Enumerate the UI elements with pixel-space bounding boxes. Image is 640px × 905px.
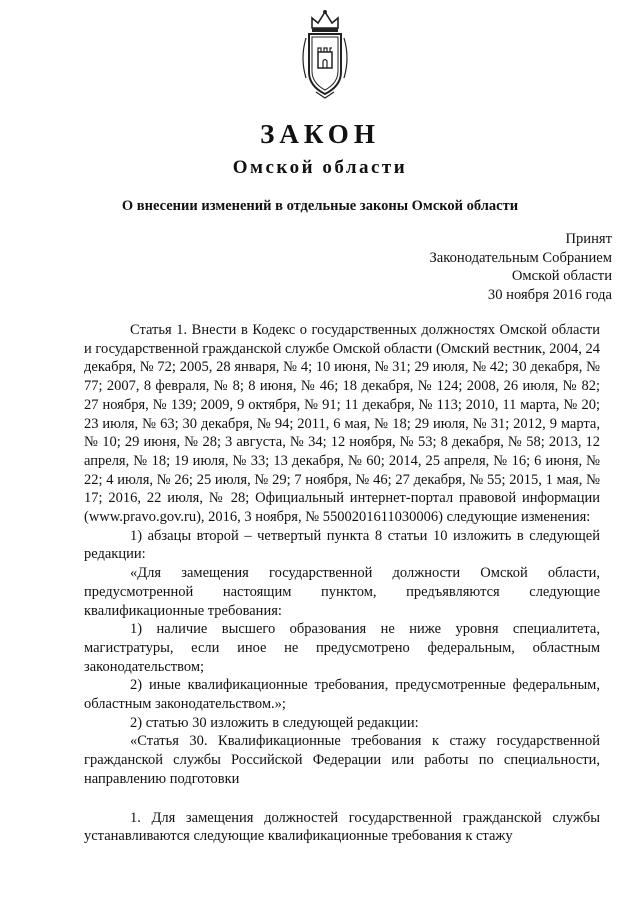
amendment-text: «Для замещения государственной должности Омской области, предусмотренной настоящим пунктом, предъявляются следующие квалификационные требования: <box>84 565 600 619</box>
law-subject: О внесении изменений в отдельные законы Омской области <box>121 198 519 214</box>
adoption-date: 30 ноября 2016 года <box>487 286 612 303</box>
region-name: Омской области <box>232 157 408 178</box>
article-1-paragraph: Статья 1. Внести в Кодекс о государственных должностях Омской области и государственной гражданской службе Омской области (Омский вестник, 2004, 24 декабря, № 72; 2005, 28 января, № 4; 10 июня, № 31; 29 июля, № 42; 30 декабря, № 77; 2007, 8 февраля, № 8; 8 июня, № 46; 18 декабря, № 124; 2008, 26 июля, № 82; 27 ноября, № 139; 2009, 9 октября, № 91; 11 декабря, № 113; 2010, 11 марта, № 20; 23 июля, № 63; 30 декабря, № 94; 2011, 6 мая, № 18; 29 июля, № 31; 2012, 9 марта, № 10; 29 июня, № 28; 3 августа, № 34; 12 ноября, № 53; 8 декабря, № 58; 2013, 12 апреля, № 18; 19 июля, № 33; 13 декабря, № 60; 2014, 25 апреля, № 16; 6 июня, № 22; 4 июля, № 26; 25 июля, № 29; 7 ноября, № 46; 27 декабря, № 55; 2015, 1 мая, № 17; 2016, 22 июля, № 28; Официальный интернет-портал правовой информации (www.pravo.gov.ru), 2016, 3 ноября, № 5500201611030006) следующие изменения: <box>84 322 600 526</box>
amendment-text: 2) иные квалификационные требования, предусмотренные федеральным, областным законодательством.»; <box>84 677 600 713</box>
article-30-point-1: 1. Для замещения должностей государственной гражданской службы устанавливаются следующие квалификационные требования к стажу <box>84 809 600 845</box>
omsk-coat-of-arms-icon <box>294 8 356 102</box>
amendment-item: 2) статью 30 изложить в следующей редакции: <box>130 714 419 731</box>
amendment-item: 1) абзацы второй – четвертый пункта 8 статьи 10 изложить в следующей редакции: <box>84 527 600 563</box>
adoption-line: Омской области <box>511 268 612 284</box>
law-body <box>84 321 600 846</box>
adoption-block <box>430 230 613 304</box>
amendment-text: 1) наличие высшего образования не ниже уровня специалитета, магистратуры, если иное не предусмотрено федеральным, областным законодательством; <box>84 621 600 675</box>
adoption-line: Принят <box>565 231 612 247</box>
article-30-heading: «Статья 30. Квалификационные требования к стажу государственной гражданской службы Российской Федерации или работы по специальности, направлению подготовки <box>84 733 600 787</box>
adoption-line: Законодательным Собранием <box>429 249 612 266</box>
law-title: ЗАКОН <box>260 119 380 149</box>
paragraph-gap <box>84 789 600 809</box>
